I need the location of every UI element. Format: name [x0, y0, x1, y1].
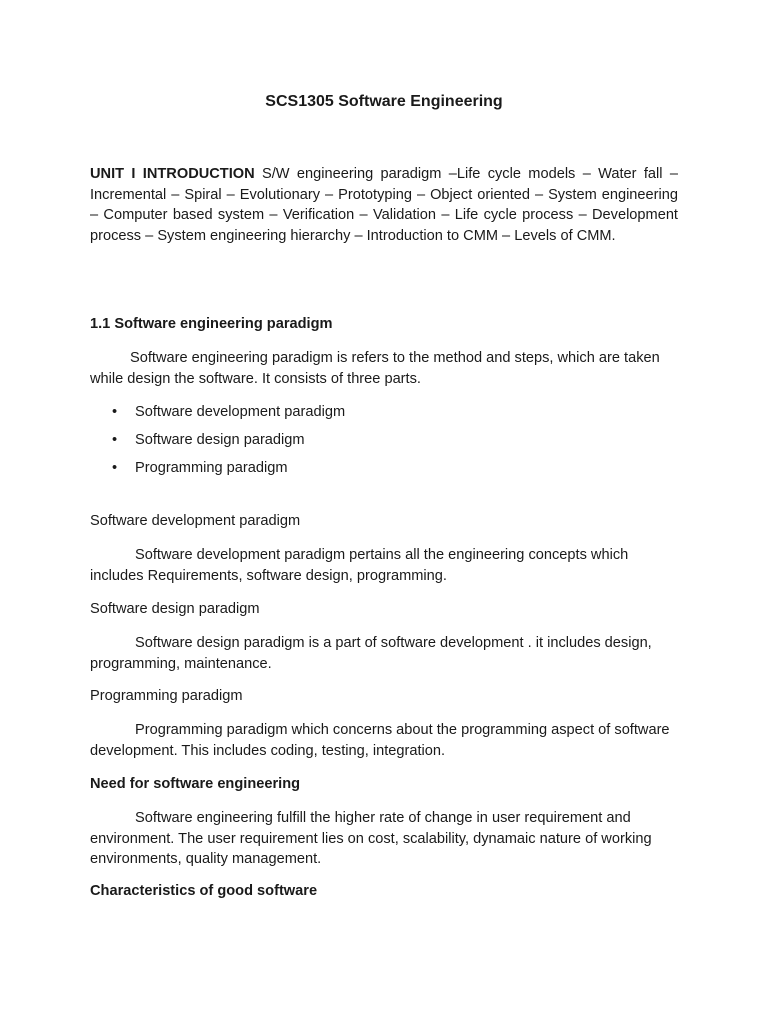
list-item-text: Software design paradigm	[135, 432, 305, 448]
heading-characteristics: Characteristics of good software	[90, 883, 318, 899]
list-item-text: Software development paradigm	[135, 404, 346, 420]
unit-heading: UNIT I INTRODUCTION	[90, 166, 255, 182]
section-1-1-intro: Software engineering paradigm is refers to the method and steps, which are taken while design the software. It consists of three parts.	[90, 350, 660, 387]
document-title: SCS1305 Software Engineering	[265, 93, 503, 110]
list-item	[112, 430, 345, 458]
subheading-development: Software development paradigm	[90, 513, 301, 529]
bullet-glyph: •	[112, 460, 118, 476]
unit-overview	[90, 164, 678, 246]
paragraph-programming: Programming paradigm which concerns about the programming aspect of software development. This includes coding, testing, integration.	[90, 722, 670, 759]
list-item	[112, 402, 345, 430]
paragraph-design: Software design paradigm is a part of software development . it includes design, programming, maintenance.	[90, 635, 652, 672]
bullet-glyph: •	[112, 404, 118, 420]
section-heading-1-1: 1.1 Software engineering paradigm	[90, 316, 333, 332]
subheading-design: Software design paradigm	[90, 601, 260, 617]
bullet-glyph: •	[112, 432, 118, 448]
paragraph-need: Software engineering fulfill the higher rate of change in user requirement and environment. The user requirement lies on cost, scalability, dynamaic nature of working environments, quality management.	[90, 810, 652, 867]
unit-topics: S/W engineering paradigm –Life cycle models – Water fall – Incremental – Spiral – Evolutionary – Prototyping – Object oriented – System engineering – Computer based system – Verification – Validation – Life cycle process – Development process – System engineering hierarchy – Introduction to CMM – Levels of CMM.	[90, 166, 678, 244]
paragraph-development: Software development paradigm pertains all the engineering concepts which includes Requirements, software design, programming.	[90, 547, 629, 584]
list-item	[112, 458, 345, 486]
subheading-programming: Programming paradigm	[90, 688, 243, 704]
paradigm-list	[112, 402, 345, 486]
list-item-text: Programming paradigm	[135, 460, 288, 476]
heading-need-for-software-engineering: Need for software engineering	[90, 776, 301, 792]
